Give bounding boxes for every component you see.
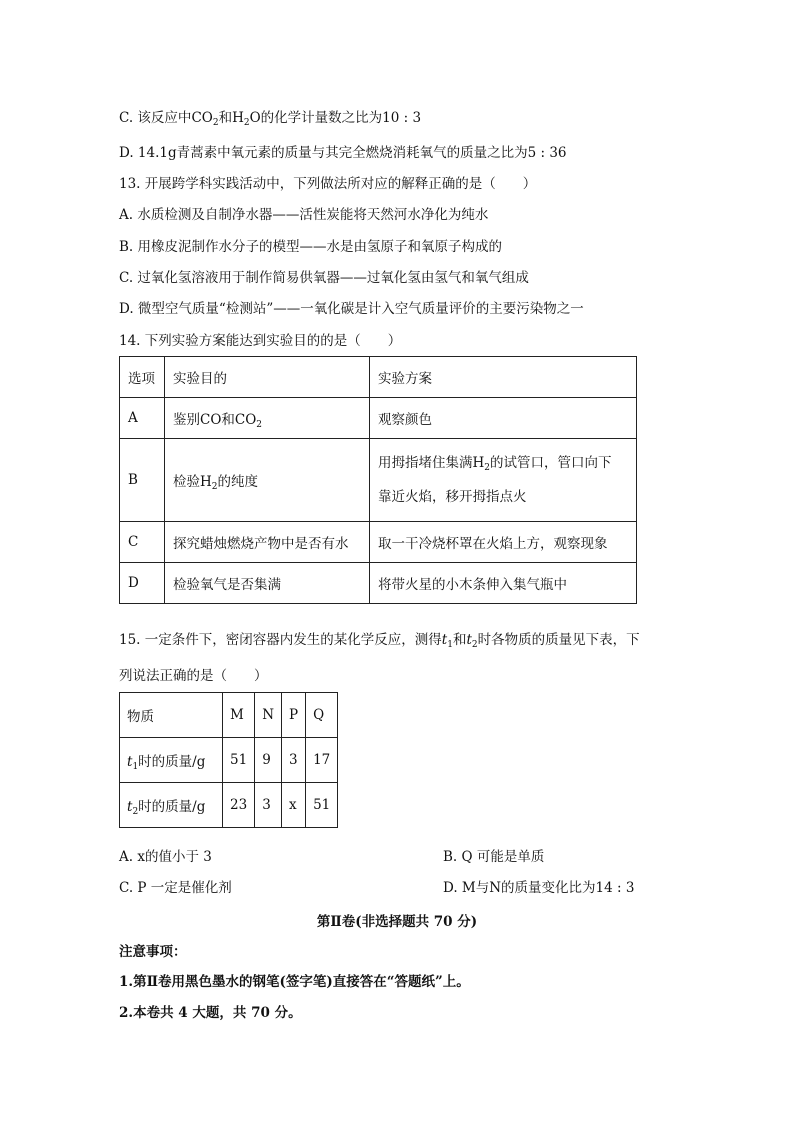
row-goal: 检验氧气是否集满 <box>165 563 370 604</box>
q14-table <box>119 356 637 604</box>
q14-stem: 14. 下列实验方案能达到实验目的的是（ ） <box>119 333 402 349</box>
header-q: Q <box>306 693 338 738</box>
header-p: P <box>282 693 306 738</box>
q15-option-d: D. M与N的质量变化比为14 : 3 <box>443 880 635 896</box>
table-row <box>120 439 637 522</box>
row-plan: 观察颜色 <box>370 398 637 439</box>
row-option: C <box>120 522 165 563</box>
notice-item-1: 1.第Ⅱ卷用黑色墨水的钢笔(签字笔)直接答在“答题纸”上。 <box>119 974 470 990</box>
notice-item-2: 2.本卷共 4 大题，共 70 分。 <box>119 1005 302 1021</box>
q13-option-c: C. 过氧化氢溶液用于制作简易供氧器——过氧化氢由氢气和氧气组成 <box>119 270 529 286</box>
q13-stem: 13. 开展跨学科实践活动中，下列做法所对应的解释正确的是（ ） <box>119 176 537 192</box>
row-goal: 鉴别CO和$CO_2$ <box>165 398 370 439</box>
row-label: $t_2$时的质量/g <box>120 783 223 828</box>
q12-option-c: C. 该反应中$CO_2$和$H_2O$的化学计量数之比为10 : 3 <box>119 110 422 128</box>
table-row <box>120 738 338 783</box>
row-option: A <box>120 398 165 439</box>
table-header-row <box>120 357 637 398</box>
cell: 51 <box>223 738 255 783</box>
table-row <box>120 563 637 604</box>
row-option: B <box>120 439 165 522</box>
table-row <box>120 398 637 439</box>
header-m: M <box>223 693 255 738</box>
q15-option-c: C. P 一定是催化剂 <box>119 880 232 896</box>
q15-stem-line1: 15. 一定条件下，密闭容器内发生的某化学反应，测得$t_1$和$t_2$时各物质的质量见下表，下 <box>119 632 640 650</box>
q12-option-d: D. 14.1g青蒿素中氧元素的质量与其完全燃烧消耗氧气的质量之比为5 : 36 <box>119 145 567 161</box>
header-plan: 实验方案 <box>370 357 637 398</box>
row-plan: 用拇指堵住集满$H_2$的试管口，管口向下 靠近火焰，移开拇指点火 <box>370 439 637 522</box>
cell: 51 <box>306 783 338 828</box>
q13-option-b: B. 用橡皮泥制作水分子的模型——水是由氢原子和氧原子构成的 <box>119 239 503 255</box>
q15-table <box>119 692 338 828</box>
q13-option-a: A. 水质检测及自制净水器——活性炭能将天然河水净化为纯水 <box>119 207 489 223</box>
header-n: N <box>255 693 282 738</box>
row-goal: 探究蜡烛燃烧产物中是否有水 <box>165 522 370 563</box>
q15-stem-line2: 列说法正确的是（ ） <box>119 668 268 684</box>
header-goal: 实验目的 <box>165 357 370 398</box>
cell: 3 <box>282 738 306 783</box>
table-header-row <box>120 693 338 738</box>
q15-option-b: B. Q 可能是单质 <box>443 849 545 865</box>
header-substance: 物质 <box>120 693 223 738</box>
table-row <box>120 783 338 828</box>
notice-heading: 注意事项： <box>119 944 187 960</box>
table-row <box>120 522 637 563</box>
cell: 23 <box>223 783 255 828</box>
q15-option-a: A. x的值小于 3 <box>119 849 212 865</box>
cell: 9 <box>255 738 282 783</box>
row-option: D <box>120 563 165 604</box>
cell: 17 <box>306 738 338 783</box>
cell: 3 <box>255 783 282 828</box>
row-plan: 取一干冷烧杯罩在火焰上方，观察现象 <box>370 522 637 563</box>
row-goal: 检验$H_2$的纯度 <box>165 439 370 522</box>
row-plan: 将带火星的小木条伸入集气瓶中 <box>370 563 637 604</box>
cell: x <box>282 783 306 828</box>
section-title: 第Ⅱ卷(非选择题共 70 分) <box>316 914 478 930</box>
header-option: 选项 <box>120 357 165 398</box>
row-label: $t_1$时的质量/g <box>120 738 223 783</box>
q13-option-d: D. 微型空气质量“检测站”——一氧化碳是计入空气质量评价的主要污染物之一 <box>119 301 584 317</box>
